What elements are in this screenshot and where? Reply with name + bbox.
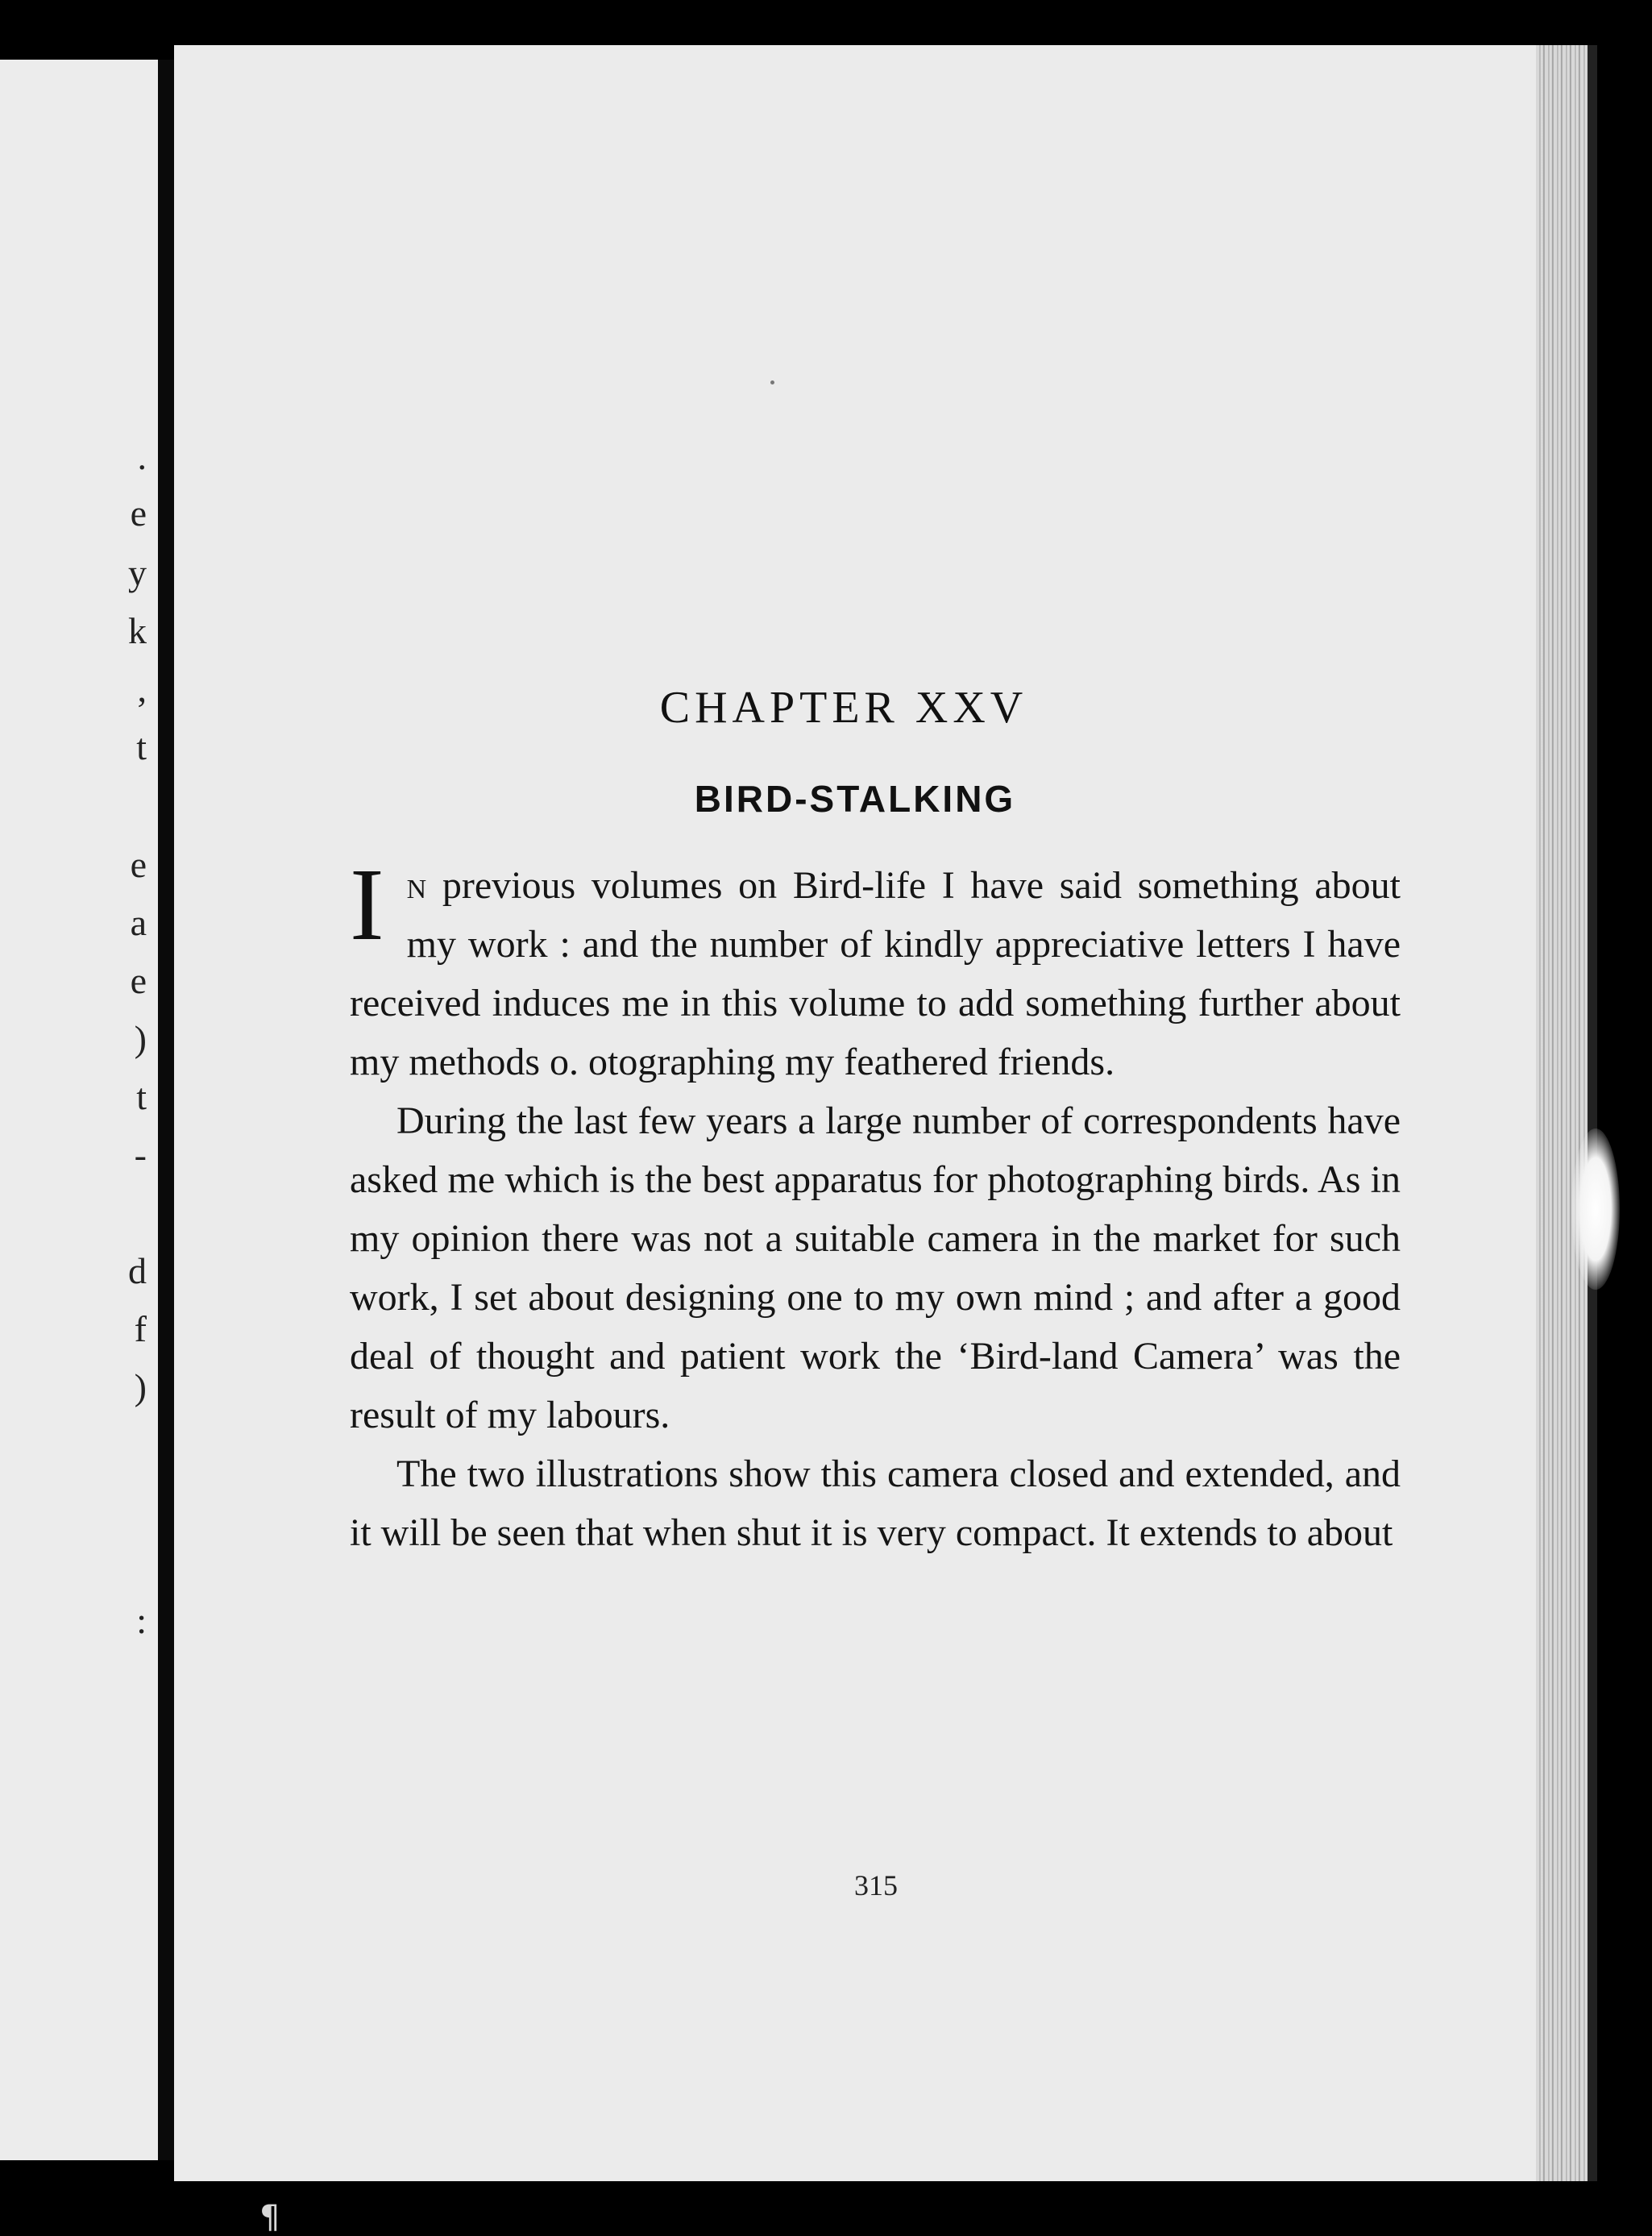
facing-page-fragment: ,	[137, 668, 147, 709]
light-glare	[1571, 1128, 1620, 1290]
book-gutter	[158, 60, 174, 2160]
facing-page-left	[0, 60, 158, 2160]
facing-page-fragment: :	[136, 1600, 147, 1641]
facing-page-fragment: -	[134, 1134, 147, 1175]
facing-page-fragment: e	[130, 960, 147, 1001]
facing-page-fragment: y	[128, 552, 147, 593]
paragraph-text: The two illustrations show this camera closed and extended, and it will be seen that when shut it is very compact. It extends to about	[350, 1453, 1401, 1554]
paragraph-text: previous volumes on Bird-life I have said something about my work : and the number of kindly appreciative letters I have received induces me in this volume to add something further about my methods o. otographing my feathered friends.	[350, 864, 1401, 1083]
facing-page-fragment: f	[134, 1308, 147, 1349]
cover-edge	[1588, 45, 1597, 2181]
facing-page-fragment: )	[134, 1018, 147, 1059]
drop-cap: I	[350, 847, 384, 962]
facing-page-fragment: e	[130, 493, 147, 534]
body-text	[350, 847, 1401, 1562]
page-number: 315	[854, 1869, 898, 1901]
scan-mark: ¶	[259, 2199, 280, 2236]
paragraph-3	[350, 1444, 1401, 1562]
paragraph-2	[350, 1091, 1401, 1444]
facing-page-fragment: .	[137, 436, 147, 477]
facing-page-fragment: a	[130, 902, 147, 943]
facing-page-fragment: e	[130, 844, 147, 885]
drop-cap-continuation: n	[406, 864, 427, 907]
paper-speck	[770, 380, 774, 384]
page-edges	[1536, 45, 1588, 2181]
facing-page-fragment: k	[128, 610, 147, 651]
chapter-title: BIRD-STALKING	[694, 778, 1016, 820]
book-page	[174, 45, 1536, 2181]
chapter-number: CHAPTER XXV	[659, 683, 1028, 733]
facing-page-fragment: d	[128, 1250, 147, 1291]
facing-page-fragment: t	[136, 1076, 147, 1117]
paragraph-1	[350, 847, 1401, 1091]
facing-page-fragment: )	[134, 1366, 147, 1407]
facing-page-fragment: t	[136, 726, 147, 767]
paragraph-text: During the last few years a large number of correspondents have asked me which is the best apparatus for photographing birds. As in my opinion there was not a suitable camera in the market for such work, I set about designing one to my own mind ; and after a good deal of thought and patient work the ‘Bird-land Camera’ was the result of my labours.	[350, 1099, 1401, 1436]
